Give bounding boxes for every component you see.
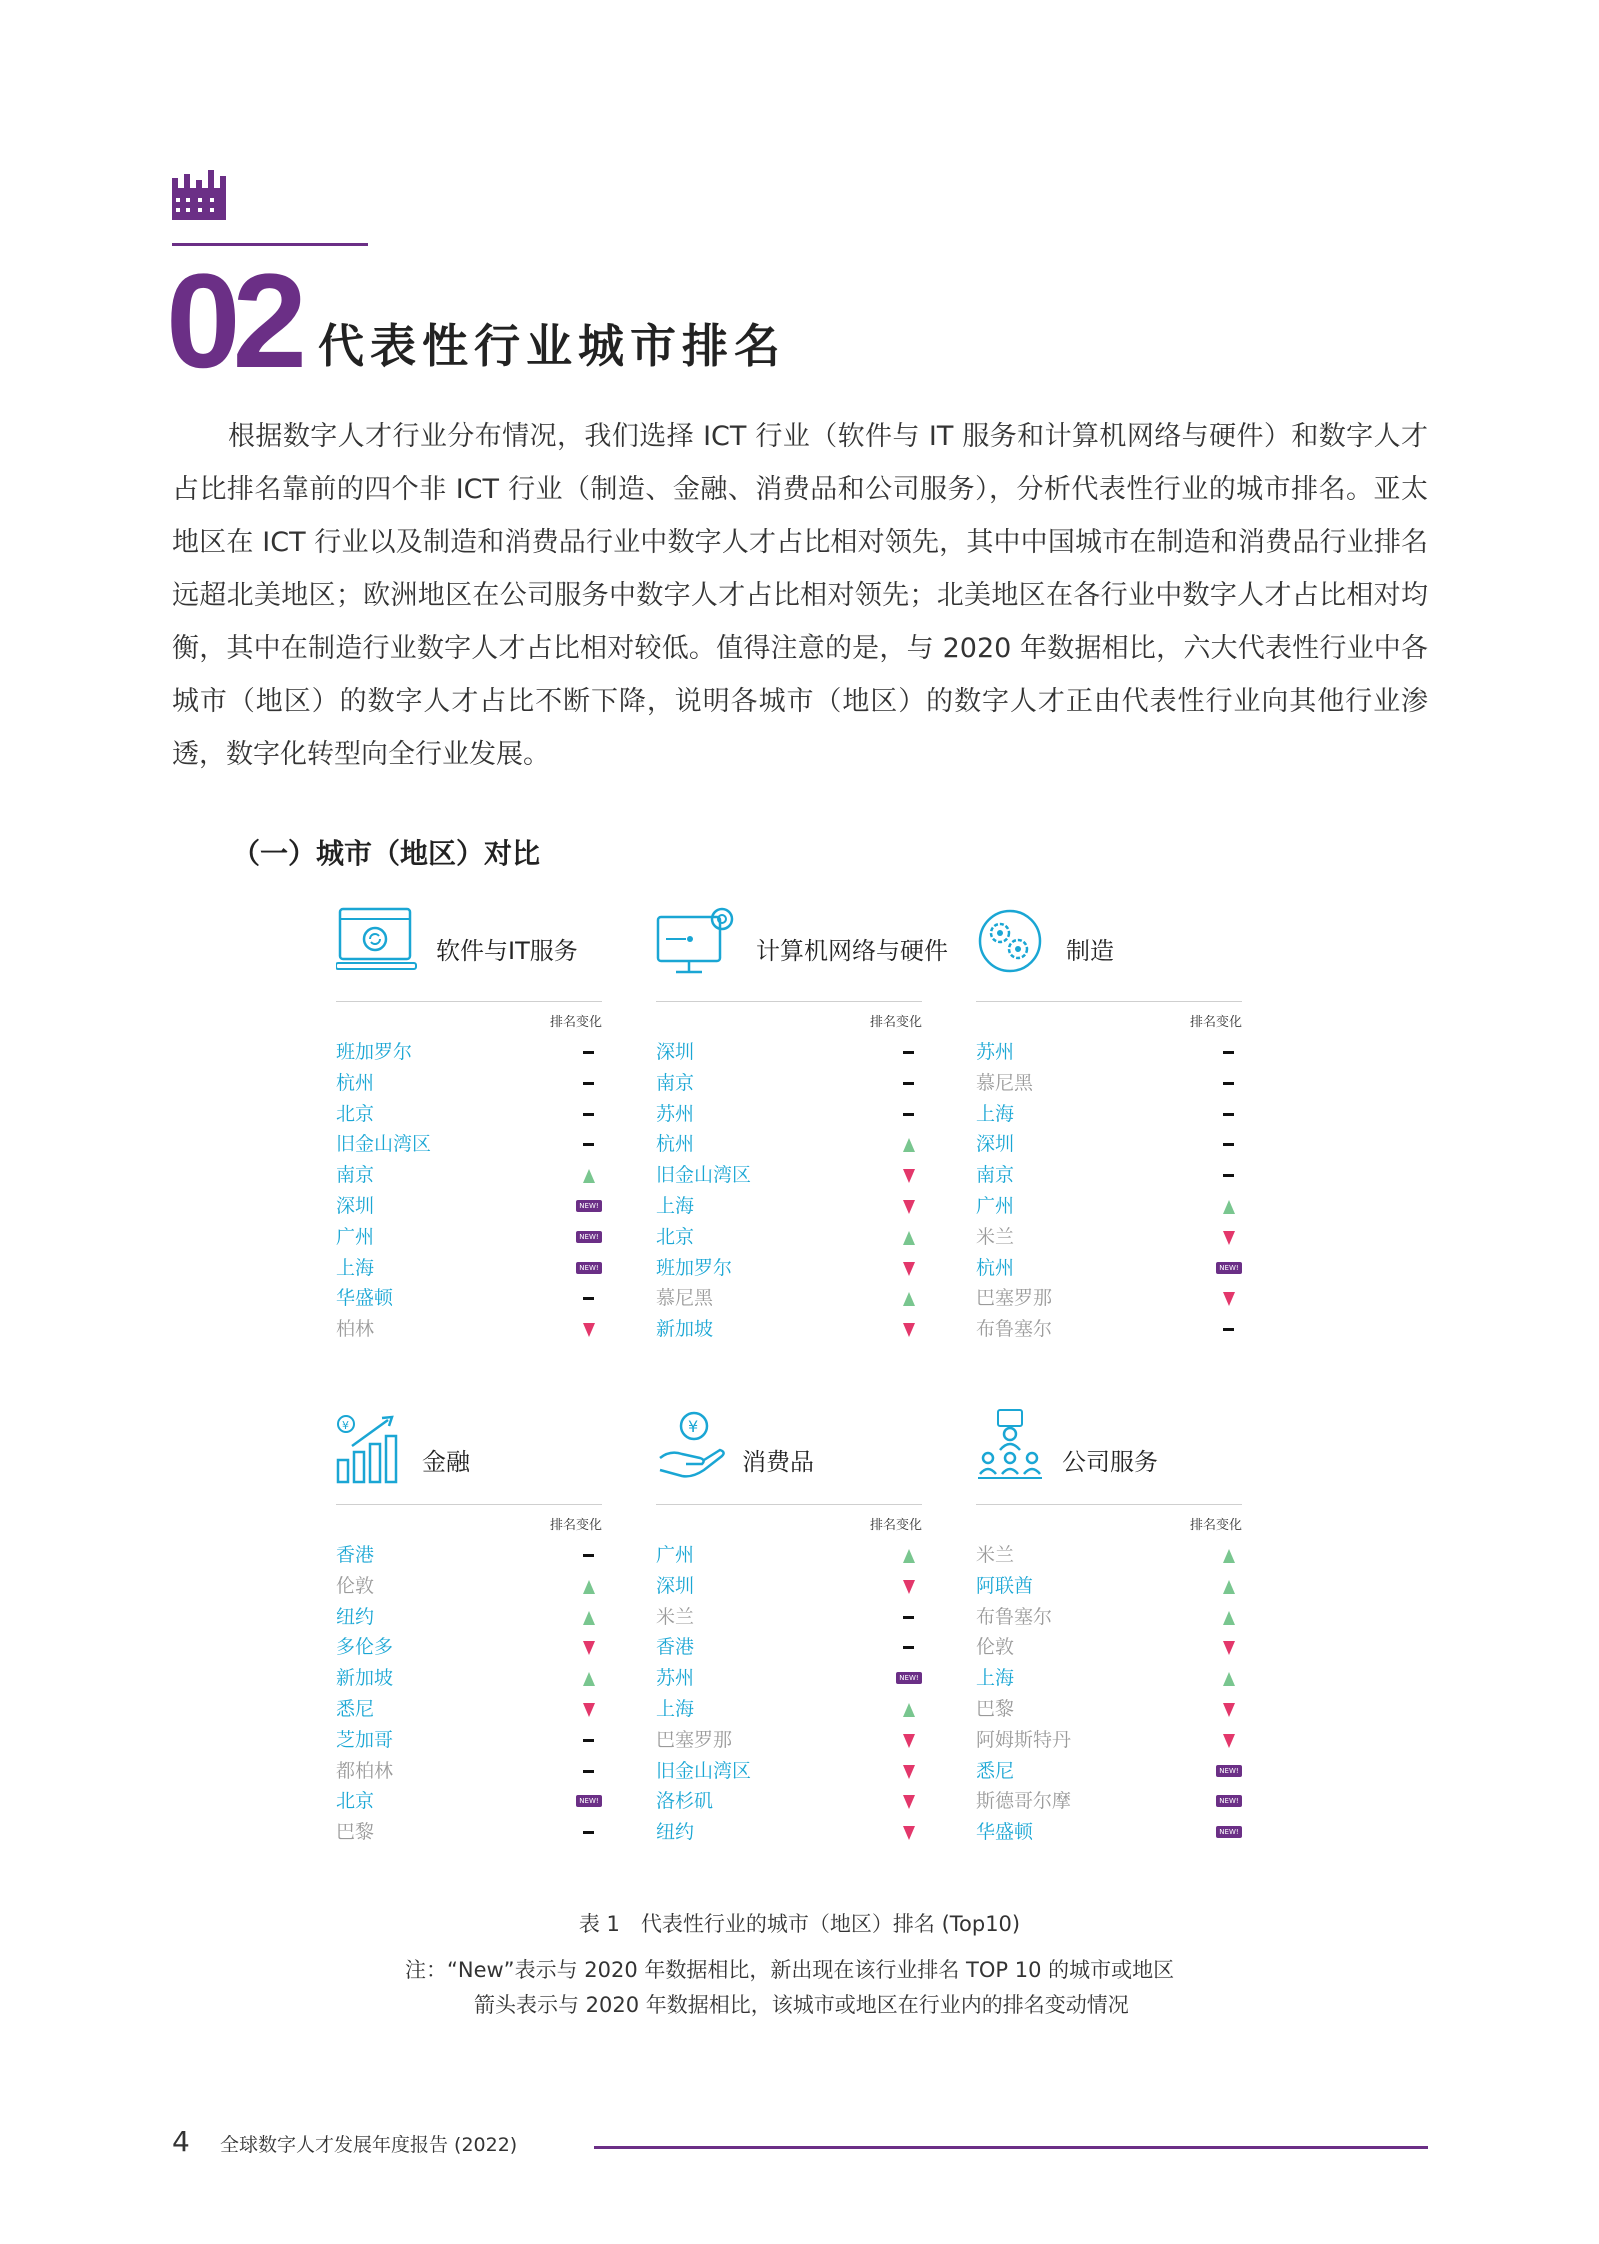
rank-down-arrow-icon: [583, 1323, 595, 1337]
change-header: 排名变化: [869, 1518, 922, 1533]
rank-change-same: [566, 1037, 602, 1067]
panel-rule: [336, 1001, 602, 1002]
ranking-row: [976, 1602, 1242, 1633]
panel-title: 制造: [1066, 937, 1114, 965]
ranking-row: [976, 1160, 1242, 1191]
ranking-row: [336, 1663, 602, 1694]
panel-title: 公司服务: [1062, 1448, 1158, 1476]
ranking-row: [976, 1540, 1242, 1571]
city-name: 上海: [976, 1102, 1015, 1125]
rank-change-up: [886, 1129, 922, 1159]
ranking-row: [336, 1571, 602, 1602]
rank-change-same: [886, 1632, 922, 1662]
city-name: 北京: [336, 1102, 375, 1125]
ranking-row: [336, 1817, 602, 1848]
rank-change-new: [566, 1253, 602, 1283]
rank-unchanged-dash-icon: [903, 1082, 914, 1085]
rank-change-down: [886, 1160, 922, 1190]
change-header: 排名变化: [549, 1015, 602, 1030]
rank-change-same: [886, 1037, 922, 1067]
rank-change-same: [886, 1602, 922, 1632]
rank-change-up: [886, 1540, 922, 1570]
ranking-row: [656, 1314, 922, 1345]
rank-up-arrow-icon: [1223, 1611, 1235, 1625]
new-badge: NEW!: [576, 1262, 602, 1274]
city-name: 慕尼黑: [656, 1287, 714, 1310]
city-name: 北京: [336, 1790, 375, 1813]
city-name: 南京: [656, 1071, 695, 1094]
ranking-row: [976, 1037, 1242, 1068]
rank-change-same: [566, 1756, 602, 1786]
rank-unchanged-dash-icon: [1223, 1328, 1234, 1331]
city-name: 杭州: [656, 1133, 695, 1156]
rank-change-down: [886, 1786, 922, 1816]
city-name: 巴塞罗那: [976, 1287, 1053, 1310]
city-name: 伦敦: [976, 1636, 1015, 1659]
rank-change-same: [566, 1068, 602, 1098]
rank-change-down: [886, 1725, 922, 1755]
ranking-list: [656, 1540, 922, 1848]
rank-change-down: [1206, 1222, 1242, 1252]
ranking-row: [976, 1756, 1242, 1787]
city-name: 上海: [656, 1194, 695, 1217]
new-badge: NEW!: [576, 1231, 602, 1243]
rank-change-down: [886, 1191, 922, 1221]
ranking-row: [336, 1694, 602, 1725]
rank-unchanged-dash-icon: [583, 1051, 594, 1054]
ranking-row: [656, 1663, 922, 1694]
change-header: 排名变化: [1189, 1015, 1242, 1030]
new-badge: NEW!: [1216, 1262, 1242, 1274]
page-number: 4: [172, 2125, 190, 2158]
rank-change-up: [1206, 1191, 1242, 1221]
ranking-row: [976, 1068, 1242, 1099]
panel-rule: [976, 1001, 1242, 1002]
ranking-row: [976, 1129, 1242, 1160]
ranking-row: [336, 1725, 602, 1756]
ranking-row: [656, 1725, 922, 1756]
city-name: 广州: [656, 1544, 695, 1566]
city-name: 布鲁塞尔: [976, 1318, 1053, 1341]
rank-down-arrow-icon: [903, 1795, 915, 1809]
ranking-row: [656, 1037, 922, 1068]
ranking-row: [336, 1191, 602, 1222]
ranking-row: [336, 1068, 602, 1099]
panel-software-it: [336, 905, 602, 1341]
city-name: 米兰: [656, 1605, 695, 1628]
panel-title: 软件与IT服务: [436, 937, 578, 965]
city-name: 苏州: [976, 1041, 1015, 1063]
city-name: 纽约: [656, 1821, 695, 1844]
rank-up-arrow-icon: [903, 1549, 915, 1563]
city-name: 悉尼: [976, 1759, 1015, 1782]
notes: [405, 1953, 1174, 2023]
rank-change-up: [886, 1283, 922, 1313]
section-title: 代表性行业城市排名: [318, 319, 786, 373]
ranking-row: [656, 1571, 922, 1602]
rank-up-arrow-icon: [583, 1611, 595, 1625]
city-name: 香港: [336, 1544, 375, 1566]
ranking-row: [656, 1602, 922, 1633]
rank-change-same: [1206, 1314, 1242, 1344]
city-name: 悉尼: [336, 1697, 375, 1720]
city-name: 深圳: [336, 1194, 375, 1217]
city-name: 旧金山湾区: [336, 1133, 432, 1156]
change-header: 排名变化: [1189, 1518, 1242, 1533]
rank-change-new: [566, 1786, 602, 1816]
rank-change-same: [566, 1129, 602, 1159]
ranking-row: [336, 1314, 602, 1345]
corporate-services-icon: [976, 1408, 1064, 1488]
new-badge: NEW!: [576, 1795, 602, 1807]
rank-change-same: [1206, 1129, 1242, 1159]
new-badge: NEW!: [1216, 1795, 1242, 1807]
rank-change-new: [1206, 1817, 1242, 1847]
panel-title: 消费品: [742, 1448, 814, 1476]
rank-change-up: [1206, 1602, 1242, 1632]
city-name: 华盛顿: [336, 1287, 394, 1310]
city-name: 班加罗尔: [336, 1041, 413, 1063]
rank-down-arrow-icon: [1223, 1231, 1235, 1245]
rank-change-up: [1206, 1540, 1242, 1570]
rank-change-new: [1206, 1786, 1242, 1816]
rank-down-arrow-icon: [1223, 1292, 1235, 1306]
panel-finance: [336, 1408, 602, 1844]
ranking-row: [336, 1222, 602, 1253]
rank-unchanged-dash-icon: [1223, 1051, 1234, 1054]
ranking-row: [656, 1283, 922, 1314]
rank-unchanged-dash-icon: [583, 1297, 594, 1300]
city-name: 旧金山湾区: [656, 1164, 752, 1187]
ranking-row: [656, 1160, 922, 1191]
ranking-row: [656, 1694, 922, 1725]
rank-down-arrow-icon: [903, 1580, 915, 1594]
city-name: 旧金山湾区: [656, 1759, 752, 1782]
ranking-row: [976, 1571, 1242, 1602]
rank-down-arrow-icon: [1223, 1641, 1235, 1655]
rank-unchanged-dash-icon: [583, 1770, 594, 1773]
finance-chart-icon: [336, 1408, 424, 1488]
ranking-row: [656, 1068, 922, 1099]
manufacturing-gear-icon: [976, 905, 1064, 985]
rank-down-arrow-icon: [903, 1323, 915, 1337]
ranking-row: [976, 1725, 1242, 1756]
city-name: 纽约: [336, 1605, 375, 1628]
rank-down-arrow-icon: [1223, 1734, 1235, 1748]
city-name: 新加坡: [336, 1667, 394, 1690]
rank-up-arrow-icon: [903, 1703, 915, 1717]
rank-unchanged-dash-icon: [903, 1616, 914, 1619]
intro-paragraph: 根据数字人才行业分布情况，我们选择 ICT 行业（软件与 IT 服务和计算机网络与硬件）和数字人才占比排名靠前的四个非 ICT 行业（制造、金融、消费品和公司服务），分析代表性行业的城市排名。亚太地区在 ICT 行业以及制造和消费品行业中数字人才占比相对领先，其中中国城市在制造和消费品行业排名远超北美地区；欧洲地区在公司服务中数字人才占比相对领先；北美地区在各行业中数字人才占比相对均衡，其中在制造行业数字人才占比相对较低。值得注意的是，与 2020 年数据相比，六大代表性行业中各城市（地区）的数字人才占比不断下降，说明各城市（地区）的数字人才正由代表性行业向其他行业渗透，数字化转型向全行业发展。: [172, 421, 1428, 770]
footer-report-title: 全球数字人才发展年度报告 (2022): [220, 2134, 518, 2156]
header-rule: [172, 243, 368, 246]
rank-up-arrow-icon: [1223, 1672, 1235, 1686]
ranking-row: [656, 1222, 922, 1253]
rank-unchanged-dash-icon: [583, 1082, 594, 1085]
city-name: 华盛顿: [976, 1821, 1034, 1844]
rank-up-arrow-icon: [583, 1169, 595, 1183]
ranking-list: [976, 1540, 1242, 1848]
rank-change-same: [1206, 1068, 1242, 1098]
rank-change-up: [566, 1571, 602, 1601]
city-name: 香港: [656, 1636, 695, 1659]
rank-unchanged-dash-icon: [903, 1113, 914, 1116]
rank-change-same: [1206, 1037, 1242, 1067]
city-name: 深圳: [976, 1133, 1015, 1156]
rank-change-down: [566, 1632, 602, 1662]
ranking-row: [336, 1253, 602, 1284]
ranking-row: [976, 1283, 1242, 1314]
rank-unchanged-dash-icon: [1223, 1174, 1234, 1177]
city-name: 杭州: [976, 1256, 1015, 1279]
rank-change-same: [886, 1099, 922, 1129]
city-name: 多伦多: [336, 1636, 394, 1659]
city-name: 南京: [976, 1164, 1015, 1187]
rank-up-arrow-icon: [903, 1292, 915, 1306]
consumer-goods-icon: [656, 1408, 744, 1488]
rank-change-new: [566, 1222, 602, 1252]
ranking-row: [976, 1191, 1242, 1222]
rank-change-up: [886, 1222, 922, 1252]
ranking-row: [976, 1222, 1242, 1253]
new-badge: NEW!: [1216, 1765, 1242, 1777]
city-name: 杭州: [336, 1071, 375, 1094]
city-name: 柏林: [336, 1318, 375, 1341]
rank-down-arrow-icon: [903, 1826, 915, 1840]
ranking-row: [976, 1314, 1242, 1345]
rank-change-same: [566, 1817, 602, 1847]
rank-unchanged-dash-icon: [1223, 1113, 1234, 1116]
ranking-row: [336, 1756, 602, 1787]
city-name: 巴塞罗那: [656, 1728, 733, 1751]
software-it-icon: [336, 905, 424, 985]
ranking-row: [976, 1632, 1242, 1663]
panel-rule: [336, 1504, 602, 1505]
rank-change-up: [1206, 1663, 1242, 1693]
rank-down-arrow-icon: [903, 1169, 915, 1183]
city-name: 洛杉矶: [656, 1790, 714, 1813]
city-name: 苏州: [656, 1667, 695, 1690]
ranking-row: [336, 1099, 602, 1130]
city-name: 广州: [976, 1194, 1015, 1217]
rank-change-new: [1206, 1756, 1242, 1786]
rank-unchanged-dash-icon: [903, 1646, 914, 1649]
rank-change-down: [886, 1817, 922, 1847]
note-line-2: 箭头表示与 2020 年数据相比，该城市或地区在行业内的排名变动情况: [474, 1993, 1129, 2017]
city-name: 慕尼黑: [976, 1071, 1034, 1094]
ranking-row: [336, 1037, 602, 1068]
rank-up-arrow-icon: [583, 1672, 595, 1686]
ranking-row: [656, 1540, 922, 1571]
rank-unchanged-dash-icon: [583, 1831, 594, 1834]
rank-change-same: [1206, 1099, 1242, 1129]
city-skyline-icon: [172, 170, 230, 220]
rank-change-up: [1206, 1571, 1242, 1601]
panel-title: 计算机网络与硬件: [756, 937, 948, 965]
rank-change-down: [566, 1694, 602, 1724]
panel-rule: [656, 1504, 922, 1505]
ranking-row: [976, 1099, 1242, 1130]
rank-down-arrow-icon: [903, 1262, 915, 1276]
city-name: 布鲁塞尔: [976, 1605, 1053, 1628]
city-name: 阿姆斯特丹: [976, 1728, 1072, 1751]
computer-network-icon: [656, 905, 744, 985]
city-name: 米兰: [976, 1225, 1015, 1248]
rank-change-down: [566, 1314, 602, 1344]
rank-unchanged-dash-icon: [903, 1051, 914, 1054]
panel-computer-network: [656, 905, 948, 1341]
city-name: 深圳: [656, 1574, 695, 1597]
footer-rule: [594, 2146, 1428, 2149]
ranking-row: [656, 1129, 922, 1160]
panel-rule: [976, 1504, 1242, 1505]
rank-change-down: [1206, 1725, 1242, 1755]
city-name: 新加坡: [656, 1318, 714, 1341]
rank-change-down: [886, 1571, 922, 1601]
ranking-row: [336, 1602, 602, 1633]
rank-change-same: [1206, 1160, 1242, 1190]
rank-change-new: [566, 1191, 602, 1221]
rank-change-new: [886, 1663, 922, 1693]
city-name: 都柏林: [336, 1759, 394, 1782]
rank-down-arrow-icon: [1223, 1703, 1235, 1717]
rank-up-arrow-icon: [1223, 1580, 1235, 1594]
rank-change-up: [886, 1694, 922, 1724]
rank-up-arrow-icon: [903, 1138, 915, 1152]
new-badge: NEW!: [896, 1672, 922, 1684]
ranking-row: [976, 1817, 1242, 1848]
ranking-row: [976, 1694, 1242, 1725]
rank-unchanged-dash-icon: [1223, 1082, 1234, 1085]
city-name: 南京: [336, 1164, 375, 1187]
rank-change-down: [886, 1756, 922, 1786]
table-caption: 表 1 代表性行业的城市（地区）排名 (Top10): [578, 1912, 1021, 1936]
svg-text:¥: ¥: [688, 1417, 699, 1436]
new-badge: NEW!: [576, 1200, 602, 1212]
ranking-row: [656, 1099, 922, 1130]
rank-down-arrow-icon: [903, 1734, 915, 1748]
city-name: 巴黎: [976, 1697, 1015, 1720]
rank-change-down: [886, 1253, 922, 1283]
city-name: 北京: [656, 1225, 695, 1248]
rank-change-same: [886, 1068, 922, 1098]
ranking-list: [336, 1540, 602, 1848]
ranking-list: [976, 1037, 1242, 1345]
ranking-row: [336, 1540, 602, 1571]
rank-change-same: [566, 1540, 602, 1570]
rank-up-arrow-icon: [1223, 1200, 1235, 1214]
rank-change-same: [566, 1283, 602, 1313]
panel-corporate-services: [976, 1408, 1242, 1844]
rank-unchanged-dash-icon: [583, 1143, 594, 1146]
rank-down-arrow-icon: [583, 1703, 595, 1717]
ranking-row: [976, 1663, 1242, 1694]
city-name: 上海: [976, 1667, 1015, 1690]
rank-change-up: [566, 1160, 602, 1190]
panel-rule: [656, 1001, 922, 1002]
subsection-title: （一）城市（地区）对比: [232, 837, 541, 870]
rank-up-arrow-icon: [903, 1231, 915, 1245]
rank-change-same: [566, 1099, 602, 1129]
change-header: 排名变化: [549, 1518, 602, 1533]
note-line-1: 注：“New”表示与 2020 年数据相比，新出现在该行业排名 TOP 10 的城市或地区: [405, 1958, 1175, 1982]
city-name: 苏州: [656, 1102, 695, 1125]
rank-change-down: [1206, 1632, 1242, 1662]
panel-consumer-goods: [656, 1408, 922, 1844]
rank-unchanged-dash-icon: [583, 1113, 594, 1116]
rank-change-up: [566, 1602, 602, 1632]
ranking-list: [656, 1037, 922, 1345]
ranking-list: [336, 1037, 602, 1345]
panel-title: 金融: [422, 1448, 470, 1476]
panel-manufacturing: [976, 905, 1242, 1341]
ranking-row: [976, 1786, 1242, 1817]
rank-unchanged-dash-icon: [1223, 1143, 1234, 1146]
rank-up-arrow-icon: [1223, 1549, 1235, 1563]
city-name: 广州: [336, 1225, 375, 1248]
change-header: 排名变化: [869, 1015, 922, 1030]
ranking-row: [976, 1253, 1242, 1284]
city-name: 斯德哥尔摩: [976, 1790, 1072, 1813]
ranking-row: [336, 1129, 602, 1160]
rank-up-arrow-icon: [583, 1580, 595, 1594]
rank-change-down: [1206, 1694, 1242, 1724]
rank-change-new: [1206, 1253, 1242, 1283]
rank-change-same: [566, 1725, 602, 1755]
rank-change-down: [1206, 1283, 1242, 1313]
city-name: 班加罗尔: [656, 1256, 733, 1279]
svg-text:¥: ¥: [342, 1419, 349, 1432]
city-name: 上海: [336, 1256, 375, 1279]
city-name: 米兰: [976, 1544, 1015, 1566]
rank-unchanged-dash-icon: [583, 1739, 594, 1742]
ranking-row: [336, 1283, 602, 1314]
ranking-row: [656, 1786, 922, 1817]
ranking-row: [656, 1632, 922, 1663]
city-name: 巴黎: [336, 1821, 375, 1844]
ranking-row: [336, 1160, 602, 1191]
rank-down-arrow-icon: [903, 1200, 915, 1214]
rank-change-up: [566, 1663, 602, 1693]
rank-unchanged-dash-icon: [583, 1554, 594, 1557]
city-name: 上海: [656, 1697, 695, 1720]
city-name: 深圳: [656, 1041, 695, 1063]
new-badge: NEW!: [1216, 1826, 1242, 1838]
rank-change-down: [886, 1314, 922, 1344]
ranking-row: [656, 1191, 922, 1222]
section-number: 02: [166, 247, 300, 396]
ranking-row: [336, 1632, 602, 1663]
city-name: 伦敦: [336, 1574, 375, 1597]
ranking-row: [656, 1817, 922, 1848]
city-name: 芝加哥: [336, 1728, 394, 1751]
ranking-row: [656, 1756, 922, 1787]
rank-down-arrow-icon: [903, 1765, 915, 1779]
ranking-row: [336, 1786, 602, 1817]
rank-down-arrow-icon: [583, 1641, 595, 1655]
ranking-row: [656, 1253, 922, 1284]
city-name: 阿联酋: [976, 1574, 1034, 1597]
